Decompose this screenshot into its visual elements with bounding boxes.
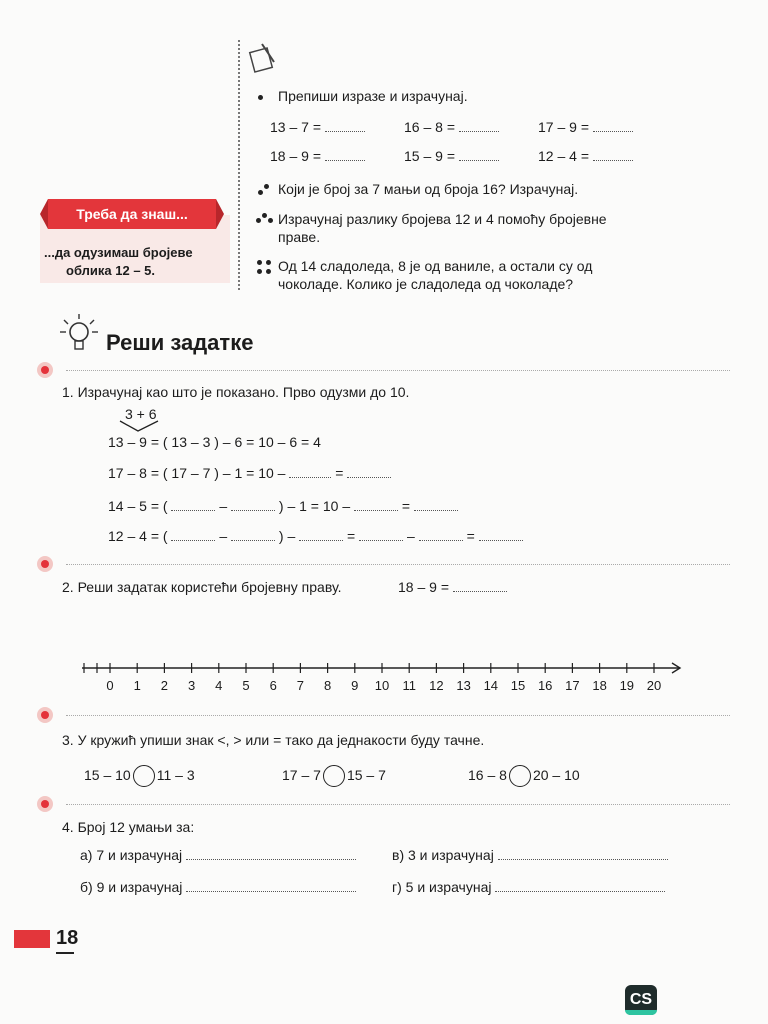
dot-icon: [256, 218, 261, 223]
dot-icon: [257, 260, 262, 265]
number-line-label: 9: [351, 678, 359, 693]
target-icon: [37, 707, 53, 723]
answer-blank[interactable]: [414, 498, 458, 511]
answer-blank[interactable]: [347, 465, 391, 478]
answer-blank[interactable]: [231, 528, 275, 541]
task1-line3: 14 – 5 = ( – ) – 1 = 10 – =: [108, 497, 458, 515]
number-line-label: 20: [646, 678, 662, 693]
answer-blank[interactable]: [289, 465, 331, 478]
expr-1: 13 – 7 =: [270, 118, 365, 136]
number-line-label: 12: [429, 678, 444, 693]
note-line-1: ...да одузимаш бројеве: [44, 245, 193, 260]
divider: [66, 804, 730, 805]
expr-2: 16 – 8 =: [404, 118, 499, 136]
task4-d: г) 5 и израчунај: [392, 878, 665, 896]
answer-line[interactable]: [186, 847, 356, 860]
answer-blank[interactable]: [171, 498, 215, 511]
task1-line4: 12 – 4 = ( – ) – = – =: [108, 527, 523, 545]
task1-line1: 13 – 9 = ( 13 – 3 ) – 6 = 10 – 6 = 4: [108, 434, 321, 450]
answer-line[interactable]: [186, 879, 356, 892]
compare-circle[interactable]: [323, 765, 345, 787]
expr-3: 17 – 9 =: [538, 118, 633, 136]
pencil-notebook-icon: [248, 40, 278, 74]
number-line: [80, 660, 684, 676]
dot-icon: [257, 269, 262, 274]
section-title: Реши задатке: [106, 330, 254, 355]
task1-split: 3 + 6: [125, 406, 157, 422]
answer-blank[interactable]: [593, 119, 633, 132]
number-line-label: 14: [483, 678, 499, 693]
answer-blank[interactable]: [354, 498, 398, 511]
number-line-label: 2: [160, 678, 168, 693]
page-underline: [56, 952, 74, 954]
number-line-label: 3: [187, 678, 196, 693]
page-number-bar: [14, 930, 50, 948]
number-line-label: 1: [133, 678, 141, 693]
task4-b: в) 3 и израчунај: [392, 846, 668, 864]
task1-line2: 17 – 8 = ( 17 – 7 ) – 1 = 10 – =: [108, 464, 391, 482]
note-line-2: облика 12 – 5.: [66, 263, 156, 278]
answer-blank[interactable]: [359, 528, 403, 541]
dot-icon: [268, 218, 273, 223]
dot-icon: [262, 213, 267, 218]
number-line-label: 8: [323, 678, 332, 693]
number-line-label: 4: [215, 678, 223, 693]
dot-icon: [266, 269, 271, 274]
expr-6: 12 – 4 =: [538, 147, 633, 165]
answer-blank[interactable]: [479, 528, 523, 541]
number-line-label: 15: [510, 678, 526, 693]
divider: [66, 564, 730, 565]
task4-label: 4. Број 12 умањи за:: [62, 819, 195, 835]
question-1: Који је број за 7 мањи од броја 16? Израчунај.: [278, 181, 579, 197]
number-line-label: 7: [296, 678, 304, 693]
compare-3: 16 – 8 20 – 10: [468, 763, 580, 787]
task4-c: б) 9 и израчунај: [80, 878, 356, 896]
answer-blank[interactable]: [299, 528, 343, 541]
divider: [66, 370, 730, 371]
answer-blank[interactable]: [459, 148, 499, 161]
answer-blank[interactable]: [593, 148, 633, 161]
answer-blank[interactable]: [459, 119, 499, 132]
dot-icon: [258, 190, 263, 195]
number-line-label: 11: [402, 678, 416, 693]
compare-circle[interactable]: [133, 765, 155, 787]
number-line-label: 0: [106, 678, 114, 693]
number-line-label: 13: [456, 678, 471, 693]
task4-a: а) 7 и израчунај: [80, 846, 356, 864]
answer-blank[interactable]: [325, 119, 365, 132]
number-line-label: 6: [269, 678, 277, 693]
dot-icon: [266, 260, 271, 265]
lightbulb-icon: [58, 312, 100, 356]
scanner-badge-icon: CS: [625, 985, 657, 1015]
bullet-icon: [258, 95, 263, 100]
answer-line[interactable]: [495, 879, 665, 892]
compare-2: 17 – 7 15 – 7: [282, 763, 386, 787]
split-arrow: [118, 419, 162, 433]
number-line-label: 16: [537, 678, 553, 693]
expr-5: 15 – 9 =: [404, 147, 499, 165]
answer-blank[interactable]: [325, 148, 365, 161]
practice-instruction: Препиши изразе и израчунај.: [278, 88, 468, 104]
expr-4: 18 – 9 =: [270, 147, 365, 165]
target-icon: [37, 796, 53, 812]
number-line-label: 17: [565, 678, 580, 693]
dot-icon: [264, 184, 269, 189]
number-line-label: 18: [592, 678, 607, 693]
target-icon: [37, 556, 53, 572]
compare-1: 15 – 10 11 – 3: [84, 763, 195, 787]
divider: [66, 715, 730, 716]
answer-blank[interactable]: [231, 498, 275, 511]
compare-circle[interactable]: [509, 765, 531, 787]
number-line-label: 5: [242, 678, 250, 693]
question-3-line1: Од 14 сладоледа, 8 је од ваниле, а остали су од: [278, 258, 593, 274]
task2-label: 2. Реши задатак користећи бројевну праву.: [62, 579, 342, 595]
question-3-line2: чоколаде. Колико је сладоледа од чоколаде?: [278, 276, 574, 292]
task2-expr: 18 – 9 =: [398, 578, 507, 596]
answer-line[interactable]: [498, 847, 668, 860]
task1-label: 1. Израчунај као што је показано. Прво одузми до 10.: [62, 384, 410, 400]
number-line-label: 10: [374, 678, 390, 693]
column-separator: [238, 40, 240, 290]
question-2-line1: Израчунај разлику бројева 12 и 4 помоћу бројевне: [278, 211, 607, 227]
answer-blank[interactable]: [419, 528, 463, 541]
number-line-label: 19: [619, 678, 635, 693]
answer-blank[interactable]: [171, 528, 215, 541]
page-number: 18: [56, 927, 79, 949]
task3-label: 3. У кружић упиши знак <, > или = тако да једнакости буду тачне.: [62, 732, 485, 748]
answer-blank[interactable]: [453, 579, 507, 592]
target-icon: [37, 362, 53, 378]
question-2-line2: праве.: [278, 229, 321, 245]
know-ribbon: Треба да знаш...: [48, 199, 216, 229]
